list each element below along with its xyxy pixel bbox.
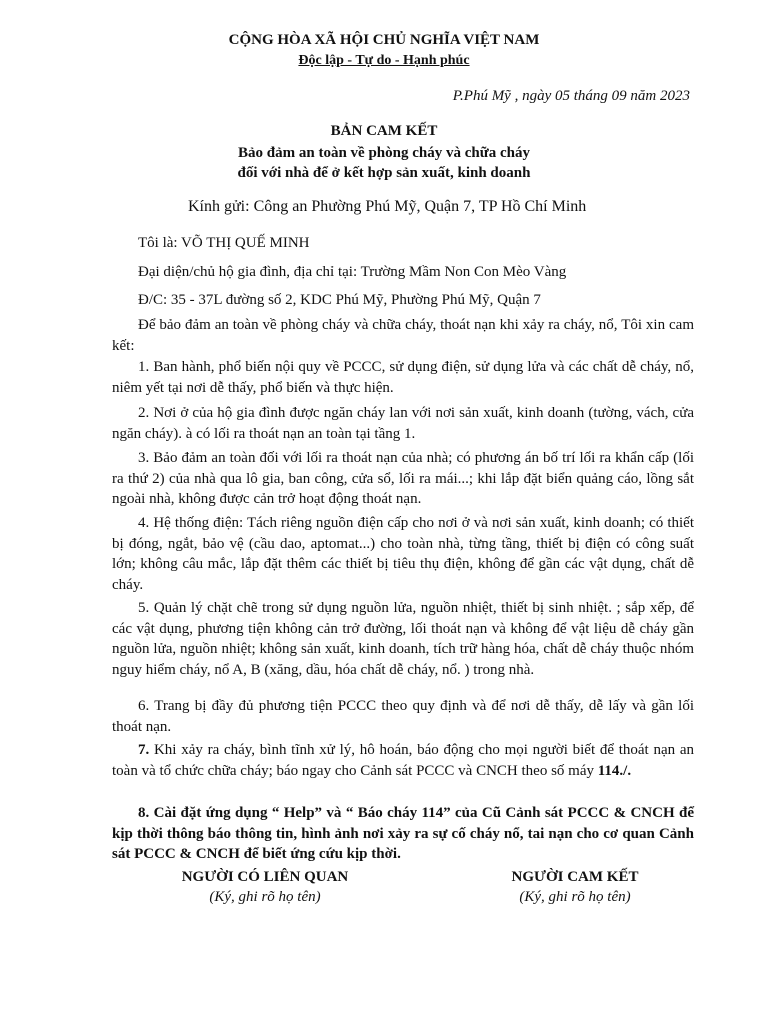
- address-line: Đ/C: 35 - 37L đường số 2, KDC Phú Mỹ, Phường Phú Mỹ, Quận 7: [138, 292, 541, 308]
- commitment-item-3: 3. Bảo đảm an toàn đối với lối ra thoát nạn của nhà; có phương án bố trí lối ra khẩn cấp (lối ra thứ 2) của nhà qua lô gia, ban công, cửa sổ, lối ra mái...; khi lắp đặt biển quảng cáo, lồng sắt ngoài nhà, không được cản trở hoạt động thoát nạn.: [112, 450, 694, 507]
- motto: Độc lập - Tự do - Hạnh phúc: [298, 53, 470, 68]
- item-7-hotline: 114./.: [597, 762, 632, 779]
- document-subtitle-2: đối với nhà để ở kết hợp sản xuất, kinh doanh: [237, 165, 531, 181]
- document-subtitle-1: Bảo đảm an toàn về phòng cháy và chữa cháy: [238, 145, 530, 161]
- document-title: BẢN CAM KẾT: [330, 123, 438, 139]
- representative-line: Đại diện/chủ hộ gia đình, địa chỉ tại: Trường Mầm Non Con Mèo Vàng: [138, 264, 567, 280]
- right-signature-title: NGƯỜI CAM KẾT: [511, 869, 639, 885]
- commitment-item-7: [112, 740, 694, 781]
- item-7-number: 7.: [138, 742, 150, 758]
- commitment-item-5: 5. Quản lý chặt chẽ trong sử dụng nguồn lửa, nguồn nhiệt, thiết bị sinh nhiệt. ; sắp xếp, để các vật dụng, phương tiện không cản trở đường, lối thoát nạn và không để vật liệu dễ cháy gần nguồn lửa, nguồn nhiệt; không sản xuất, kinh doanh, tích trữ hàng hóa, chất dễ cháy thuộc nhóm nguy hiểm cháy, nổ A, B (xăng, dầu, hóa chất dễ cháy, nổ. ) trong nhà.: [112, 600, 694, 678]
- right-signature-note: (Ký, ghi rõ họ tên): [519, 889, 631, 905]
- left-signature-note: (Ký, ghi rõ họ tên): [209, 889, 321, 905]
- place-date: P.Phú Mỹ , ngày 05 tháng 09 năm 2023: [452, 88, 690, 104]
- recipient-line: Kính gửi: Công an Phường Phú Mỹ, Quận 7, TP Hồ Chí Minh: [188, 198, 587, 215]
- commitment-item-8: 8. Cài đặt ứng dụng “ Help” và “ Báo cháy 114” của Cũ Cảnh sát PCCC & CNCH để kịp thời thông báo thông tin, hình ảnh nơi xảy ra sự cố cháy nổ, tai nạn cho cơ quan Cảnh sát PCCC & CNCH để biết ứng cứu kịp thời.: [112, 805, 694, 862]
- commitment-item-2: 2. Nơi ở của hộ gia đình được ngăn cháy lan với nơi sản xuất, kinh doanh (tường, vách, cửa ngăn cháy). à có lối ra thoát nạn an toàn tại tầng 1.: [112, 405, 694, 442]
- left-signature-title: NGƯỜI CÓ LIÊN QUAN: [181, 869, 349, 885]
- commitment-item-1: 1. Ban hành, phổ biến nội quy về PCCC, sử dụng điện, sử dụng lửa và các chất dễ cháy, nổ, niêm yết tại nơi dễ thấy, phổ biến và thực hiện.: [112, 359, 694, 396]
- commitment-item-6: 6. Trang bị đầy đủ phương tiện PCCC theo quy định và để nơi dễ thấy, dễ lấy và gần lối thoát nạn.: [112, 698, 694, 735]
- item-7-text: Khi xảy ra cháy, bình tĩnh xử lý, hô hoán, báo động cho mọi người biết để thoát nạn an toàn và tổ chức chữa cháy; báo ngay cho Cảnh sát PCCC và CNCH theo số máy: [112, 742, 694, 779]
- commitment-item-4: 4. Hệ thống điện: Tách riêng nguồn điện cấp cho nơi ở và nơi sản xuất, kinh doanh; có thiết bị đóng, ngắt, bảo vệ (cầu dao, aptomat...) cho toàn nhà, từng tầng, thiết bị điện có công suất lớn; không câu mắc, lắp đặt thêm các thiết bị tiêu thụ điện, không để gần các vật dụng, chất dễ cháy.: [112, 515, 694, 593]
- intro-paragraph: Để bảo đảm an toàn về phòng cháy và chữa cháy, thoát nạn khi xảy ra cháy, nổ, Tôi xin cam kết:: [112, 317, 694, 354]
- author-name: Tôi là: VÕ THỊ QUẾ MINH: [138, 235, 310, 251]
- country-heading: CỘNG HÒA XÃ HỘI CHỦ NGHĨA VIỆT NAM: [228, 32, 540, 48]
